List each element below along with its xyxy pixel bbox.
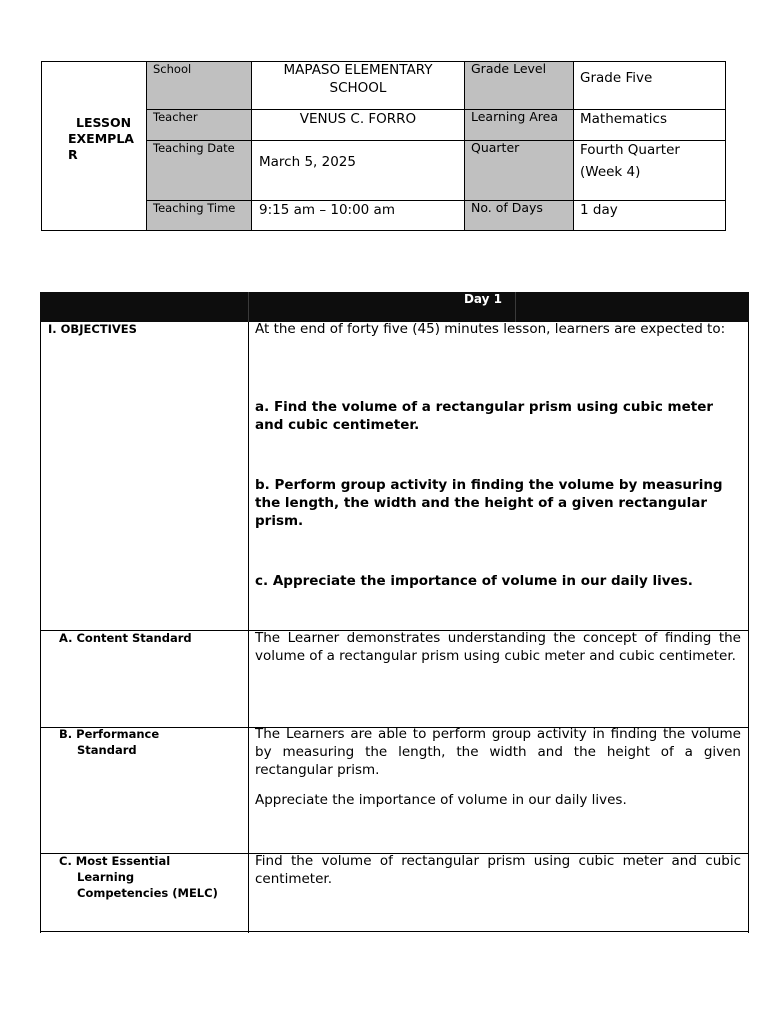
plan-grid-right-border [748,322,749,933]
melc-label [59,853,245,901]
objective-a: a. Find the volume of a rectangular prism using cubic meter and cubic centimeter. [255,399,714,433]
objective-c: c. Appreciate the importance of volume in our daily lives. [255,573,693,589]
area-label-cell [464,109,574,141]
teacher-label: Teacher [153,110,198,124]
quarter-label-cell [464,140,574,201]
performance-standard-text1: The Learners are able to perform group activity in finding the volume by measuring the length, the width and the height of a given rectangular prism. [255,726,741,778]
days-value: 1 day [580,202,618,218]
time-label: Teaching Time [153,201,236,215]
melc-label-line2: Learning [77,870,135,884]
objective-b: b. Perform group activity in finding the volume by measuring the length, the width and the height of a given rectangular prism. [255,477,723,529]
day-header-bar [40,292,749,322]
grade-label-cell [464,61,574,110]
lesson-title: LESSON EXEMPLAR [68,115,134,162]
area-value: Mathematics [580,111,667,127]
teacher-label-cell [146,109,252,141]
plan-grid-left-border [40,322,41,933]
melc-label-line1: C. Most Essential [59,854,171,868]
objectives-intro: At the end of forty five (45) minutes lesson, learners are expected to: [255,321,726,337]
grade-label: Grade Level [471,61,547,76]
area-value-cell [573,109,726,141]
time-label-cell [146,200,252,231]
date-label-cell [146,140,252,201]
school-label: School [153,62,192,76]
teacher-value-cell [251,109,465,141]
school-value: MAPASO ELEMENTARY SCHOOL [283,62,433,96]
time-value: 9:15 am – 10:00 am [259,202,395,218]
date-value-cell [251,140,465,201]
date-value: March 5, 2025 [259,154,356,170]
quarter-label: Quarter [471,140,520,155]
content-standard-label: A. Content Standard [59,631,192,645]
day-label: Day 1 [463,292,503,306]
time-value-cell [251,200,465,231]
days-label-cell [464,200,574,231]
performance-standard-label [59,726,245,758]
days-value-cell [573,200,726,231]
school-value-cell [251,61,465,110]
quarter-value-cell [573,140,726,201]
melc-text: Find the volume of rectangular prism using cubic meter and cubic centimeter. [255,853,741,887]
content-standard-text: The Learner demonstrates understanding the concept of finding the volume of a rectangular prism using cubic meter and cubic centimeter. [255,630,741,664]
day-header-divider-left [248,292,249,322]
grade-value: Grade Five [580,70,653,86]
performance-standard-label-line2: Standard [77,743,137,757]
grade-value-cell [573,61,726,110]
school-label-cell [146,61,252,110]
plan-grid-mid-divider [248,322,249,933]
objectives-label: I. OBJECTIVES [48,322,137,336]
performance-standard-text2: Appreciate the importance of volume in our daily lives. [255,792,627,808]
teacher-value: VENUS C. FORRO [299,111,417,127]
quarter-value: Fourth Quarter [580,142,680,158]
area-label: Learning Area [471,109,559,124]
melc-label-line3: Competencies (MELC) [77,886,218,900]
row-divider-bottom [40,931,749,932]
quarter-week: (Week 4) [580,164,641,180]
days-label: No. of Days [471,200,543,215]
date-label: Teaching Date [153,141,235,155]
performance-standard-label-line1: B. Performance [59,727,160,741]
